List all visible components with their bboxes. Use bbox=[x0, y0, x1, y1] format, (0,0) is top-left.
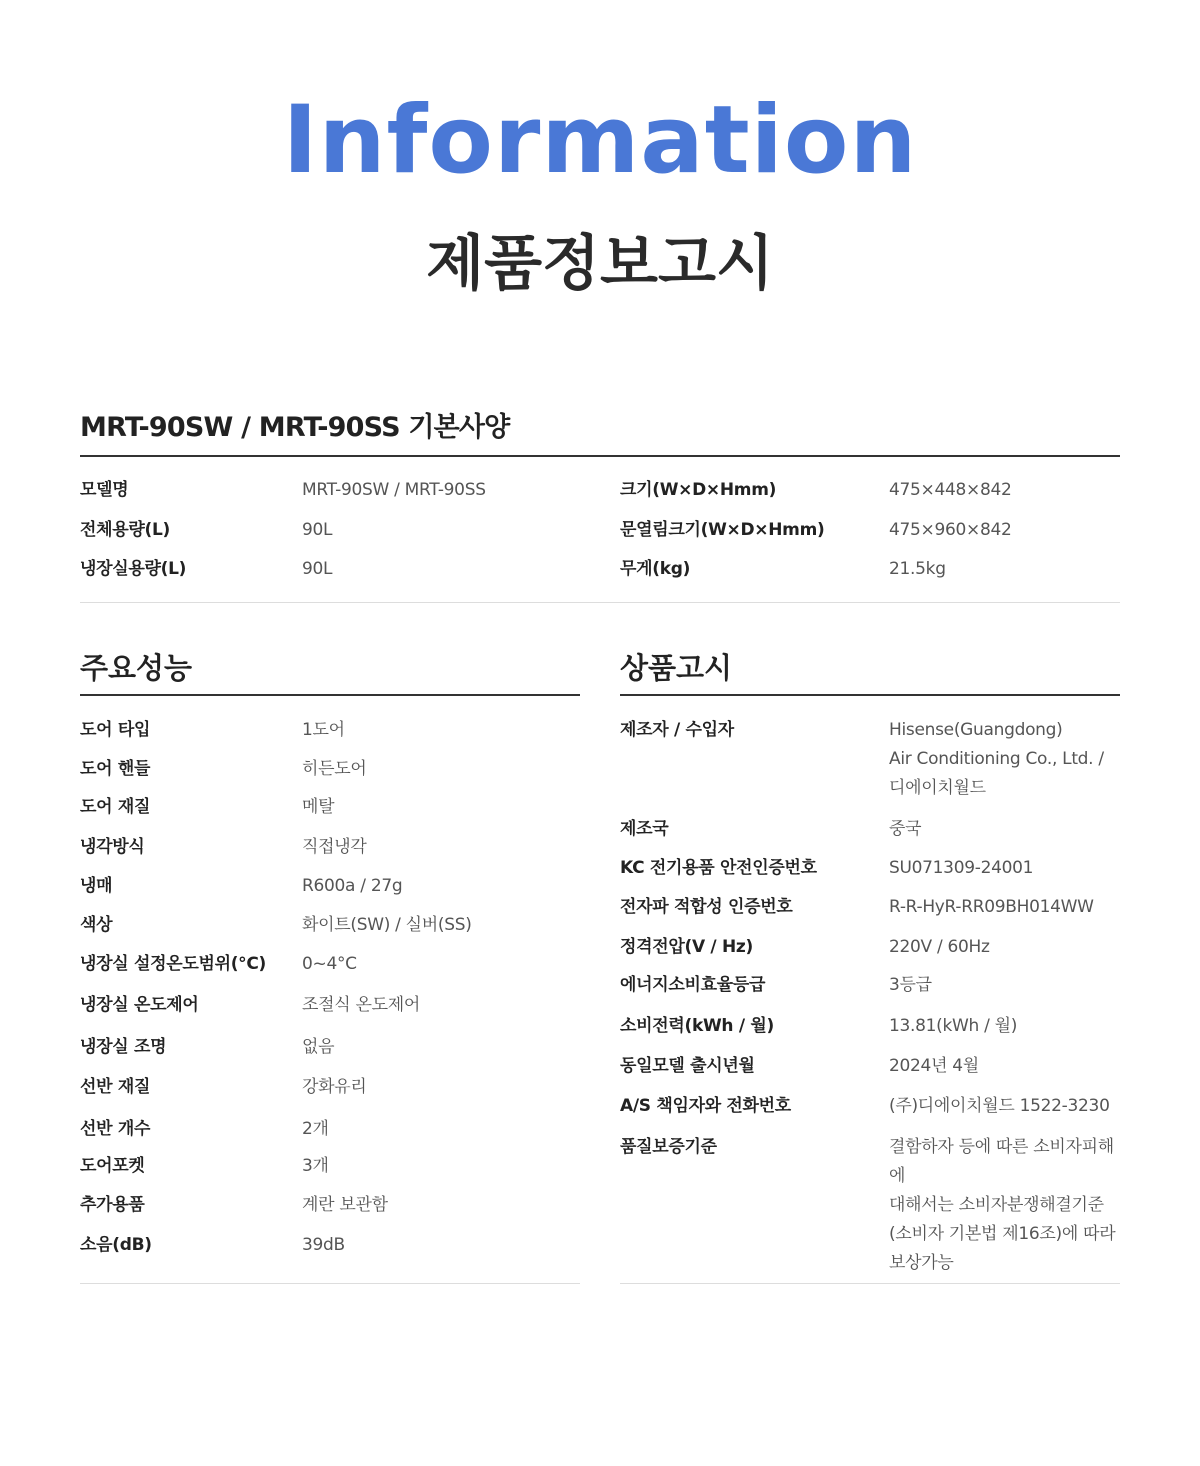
notice-value: 13.81(kWh / 월) bbox=[889, 1016, 1018, 1036]
performance-value: 조절식 온도제어 bbox=[302, 995, 420, 1015]
spec-label: 냉장실용량(L) bbox=[80, 559, 187, 579]
performance-label: 도어포켓 bbox=[80, 1156, 145, 1176]
performance-value: 39dB bbox=[302, 1235, 345, 1255]
notice-label: 제조국 bbox=[620, 819, 669, 839]
notice-value: SU071309-24001 bbox=[889, 858, 1034, 878]
spec-value: 90L bbox=[302, 520, 333, 540]
notice-value-line: Hisense(Guangdong) bbox=[889, 720, 1063, 740]
performance-label: 선반 재질 bbox=[80, 1077, 151, 1097]
performance-bottom-rule bbox=[80, 1283, 580, 1284]
performance-value: 강화유리 bbox=[302, 1077, 367, 1097]
notice-label: 전자파 적합성 인증번호 bbox=[620, 897, 793, 917]
performance-heading: 주요성능 bbox=[80, 651, 193, 685]
notice-top-rule bbox=[620, 694, 1120, 696]
performance-value: 히든도어 bbox=[302, 759, 367, 779]
performance-value: 화이트(SW) / 실버(SS) bbox=[302, 915, 472, 935]
spec-value: 475×448×842 bbox=[889, 480, 1012, 500]
performance-value: 1도어 bbox=[302, 720, 345, 740]
notice-value bbox=[889, 716, 1104, 803]
performance-label: 색상 bbox=[80, 915, 113, 935]
performance-label: 추가용품 bbox=[80, 1195, 145, 1215]
performance-value: 계란 보관함 bbox=[302, 1195, 388, 1215]
notice-value: R-R-HyR-RR09BH014WW bbox=[889, 897, 1094, 917]
notice-value-line: Air Conditioning Co., Ltd. / bbox=[889, 749, 1104, 769]
basic-spec-bottom-rule bbox=[80, 602, 1120, 603]
spec-value: 21.5kg bbox=[889, 559, 946, 579]
spec-label: 크기(W×D×Hmm) bbox=[620, 480, 777, 500]
performance-value: 메탈 bbox=[302, 797, 335, 817]
notice-heading: 상품고시 bbox=[620, 651, 733, 685]
notice-value: 3등급 bbox=[889, 975, 932, 995]
notice-value-line: 결함하자 등에 따른 소비자피해에 bbox=[889, 1137, 1114, 1186]
notice-label: A/S 책임자와 전화번호 bbox=[620, 1096, 791, 1116]
performance-label: 도어 재질 bbox=[80, 797, 151, 817]
performance-label: 냉매 bbox=[80, 876, 113, 896]
performance-value: 0~4°C bbox=[302, 954, 357, 974]
notice-label: 품질보증기준 bbox=[620, 1137, 717, 1157]
spec-value: 475×960×842 bbox=[889, 520, 1012, 540]
performance-label: 냉장실 조명 bbox=[80, 1037, 167, 1057]
hero-subtitle: 제품정보고시 bbox=[426, 229, 774, 299]
notice-label: 동일모델 출시년월 bbox=[620, 1056, 755, 1076]
performance-value: R600a / 27g bbox=[302, 876, 403, 896]
basic-spec-heading: MRT-90SW / MRT-90SS 기본사양 bbox=[80, 412, 510, 443]
performance-label: 도어 핸들 bbox=[80, 759, 151, 779]
notice-bottom-rule bbox=[620, 1283, 1120, 1284]
spec-value: MRT-90SW / MRT-90SS bbox=[302, 480, 486, 500]
performance-label: 선반 개수 bbox=[80, 1119, 151, 1139]
hero-title: Information bbox=[282, 86, 918, 195]
notice-label: 정격전압(V / Hz) bbox=[620, 937, 753, 957]
notice-value: 2024년 4월 bbox=[889, 1056, 979, 1076]
performance-label: 도어 타입 bbox=[80, 720, 151, 740]
performance-label: 냉장실 온도제어 bbox=[80, 995, 199, 1015]
notice-value bbox=[889, 1133, 1125, 1278]
notice-label: 제조자 / 수입자 bbox=[620, 720, 734, 740]
basic-spec-top-rule bbox=[80, 455, 1120, 457]
notice-value-line: 대해서는 소비자분쟁해결기준 bbox=[889, 1195, 1104, 1215]
notice-label: KC 전기용품 안전인증번호 bbox=[620, 858, 817, 878]
notice-table bbox=[620, 716, 1120, 1273]
basic-spec-right-table bbox=[620, 476, 1120, 596]
performance-top-rule bbox=[80, 694, 580, 696]
notice-value: (주)디에이치월드 1522-3230 bbox=[889, 1096, 1110, 1116]
spec-value: 90L bbox=[302, 559, 333, 579]
spec-label: 문열림크기(W×D×Hmm) bbox=[620, 520, 825, 540]
performance-value: 3개 bbox=[302, 1156, 329, 1176]
spec-label: 모델명 bbox=[80, 480, 129, 500]
spec-label: 전체용량(L) bbox=[80, 520, 170, 540]
notice-value-line: 디에이치월드 bbox=[889, 778, 986, 798]
performance-label: 냉장실 설정온도범위(°C) bbox=[80, 954, 267, 974]
basic-spec-left-table bbox=[80, 476, 600, 596]
notice-label: 소비전력(kWh / 월) bbox=[620, 1016, 774, 1036]
spec-label: 무게(kg) bbox=[620, 559, 691, 579]
notice-value: 220V / 60Hz bbox=[889, 937, 990, 957]
notice-label: 에너지소비효율등급 bbox=[620, 975, 766, 995]
performance-value: 직접냉각 bbox=[302, 837, 367, 857]
performance-label: 냉각방식 bbox=[80, 837, 145, 857]
notice-value-line: (소비자 기본법 제16조)에 따라 bbox=[889, 1224, 1116, 1244]
performance-value: 2개 bbox=[302, 1119, 329, 1139]
notice-value: 중국 bbox=[889, 819, 922, 839]
performance-table bbox=[80, 716, 580, 1266]
performance-label: 소음(dB) bbox=[80, 1235, 152, 1255]
performance-value: 없음 bbox=[302, 1037, 335, 1057]
notice-value-line: 보상가능 bbox=[889, 1253, 954, 1273]
